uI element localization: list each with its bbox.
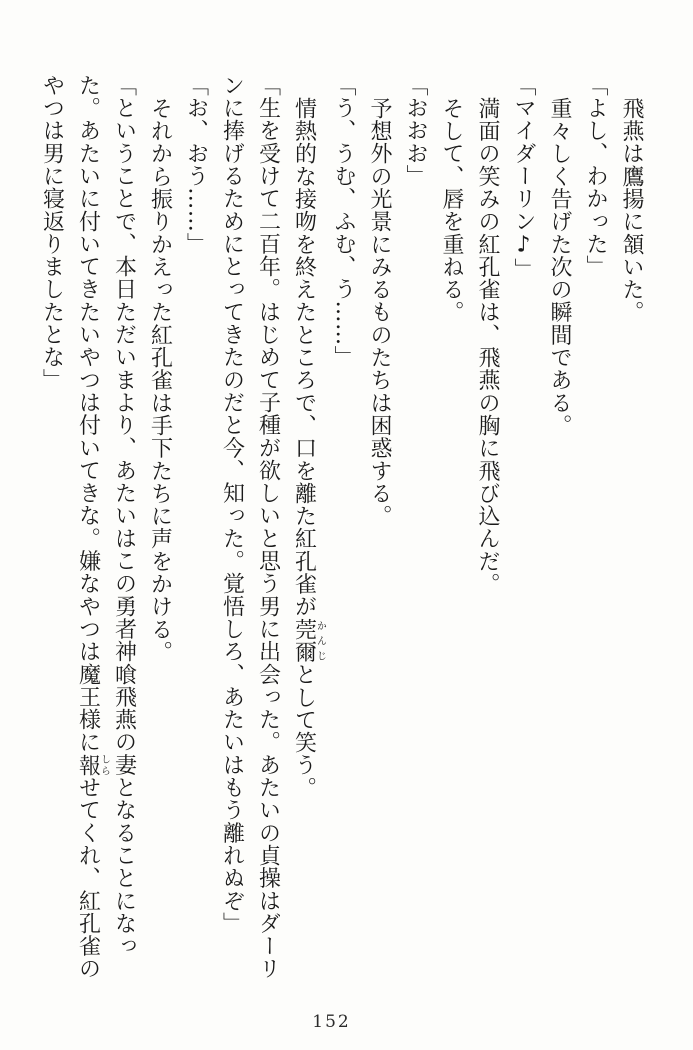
narration-line: 予想外の光景にみるものたちは困惑する。 [367,96,392,528]
narration-line: 重々しく告げた次の瞬間である。 [547,96,572,437]
narration-line: 飛燕は鷹揚に頷いた。 [619,96,644,324]
dialogue-line: 「お、おう……」 [183,74,209,256]
dialogue-line: 「ということで、本日ただいまより、あたいはこの勇者神喰飛燕の妻となることになった。あたいに付いてきたいやつは付いてきな。嫌なやつは魔王様に報しらせてくれ、紅孔雀のやつは男に寝返りましたとな」 [39,74,137,981]
vertical-text-block [34,74,650,986]
narration-line: そして、唇を重ねる。 [439,96,464,324]
dialogue-line: 「生を受けて二百年。はじめて子種が欲しいと思う男に出会った。あたいの貞操はダーリンに捧げるためにとってきたのだと今、知った。覚悟しろ、あたいはもう離れぬぞ」 [219,74,281,980]
ruby-annotated-word: 報しら [75,753,110,777]
narration-line: 満面の笑みの紅孔雀は、飛燕の胸に飛び込んだ。 [475,96,500,595]
dialogue-line: 「よし、わかった」 [583,74,608,278]
dialogue-line: 「マイダーリン♪」 [511,74,536,281]
dialogue-line: 「おおお」 [403,74,428,188]
narration-line: 情熱的な接吻を終えたところで、口を離た紅孔雀が莞爾かんじとして笑う。 [291,96,326,799]
dialogue-line: 「う、うむ、ふむ、う……」 [331,74,356,369]
ruby-annotated-word: 莞爾かんじ [291,617,326,663]
page-number: 152 [312,1012,351,1032]
narration-line: それから振りかえった紅孔雀は手下たちに声をかける。 [147,96,173,663]
